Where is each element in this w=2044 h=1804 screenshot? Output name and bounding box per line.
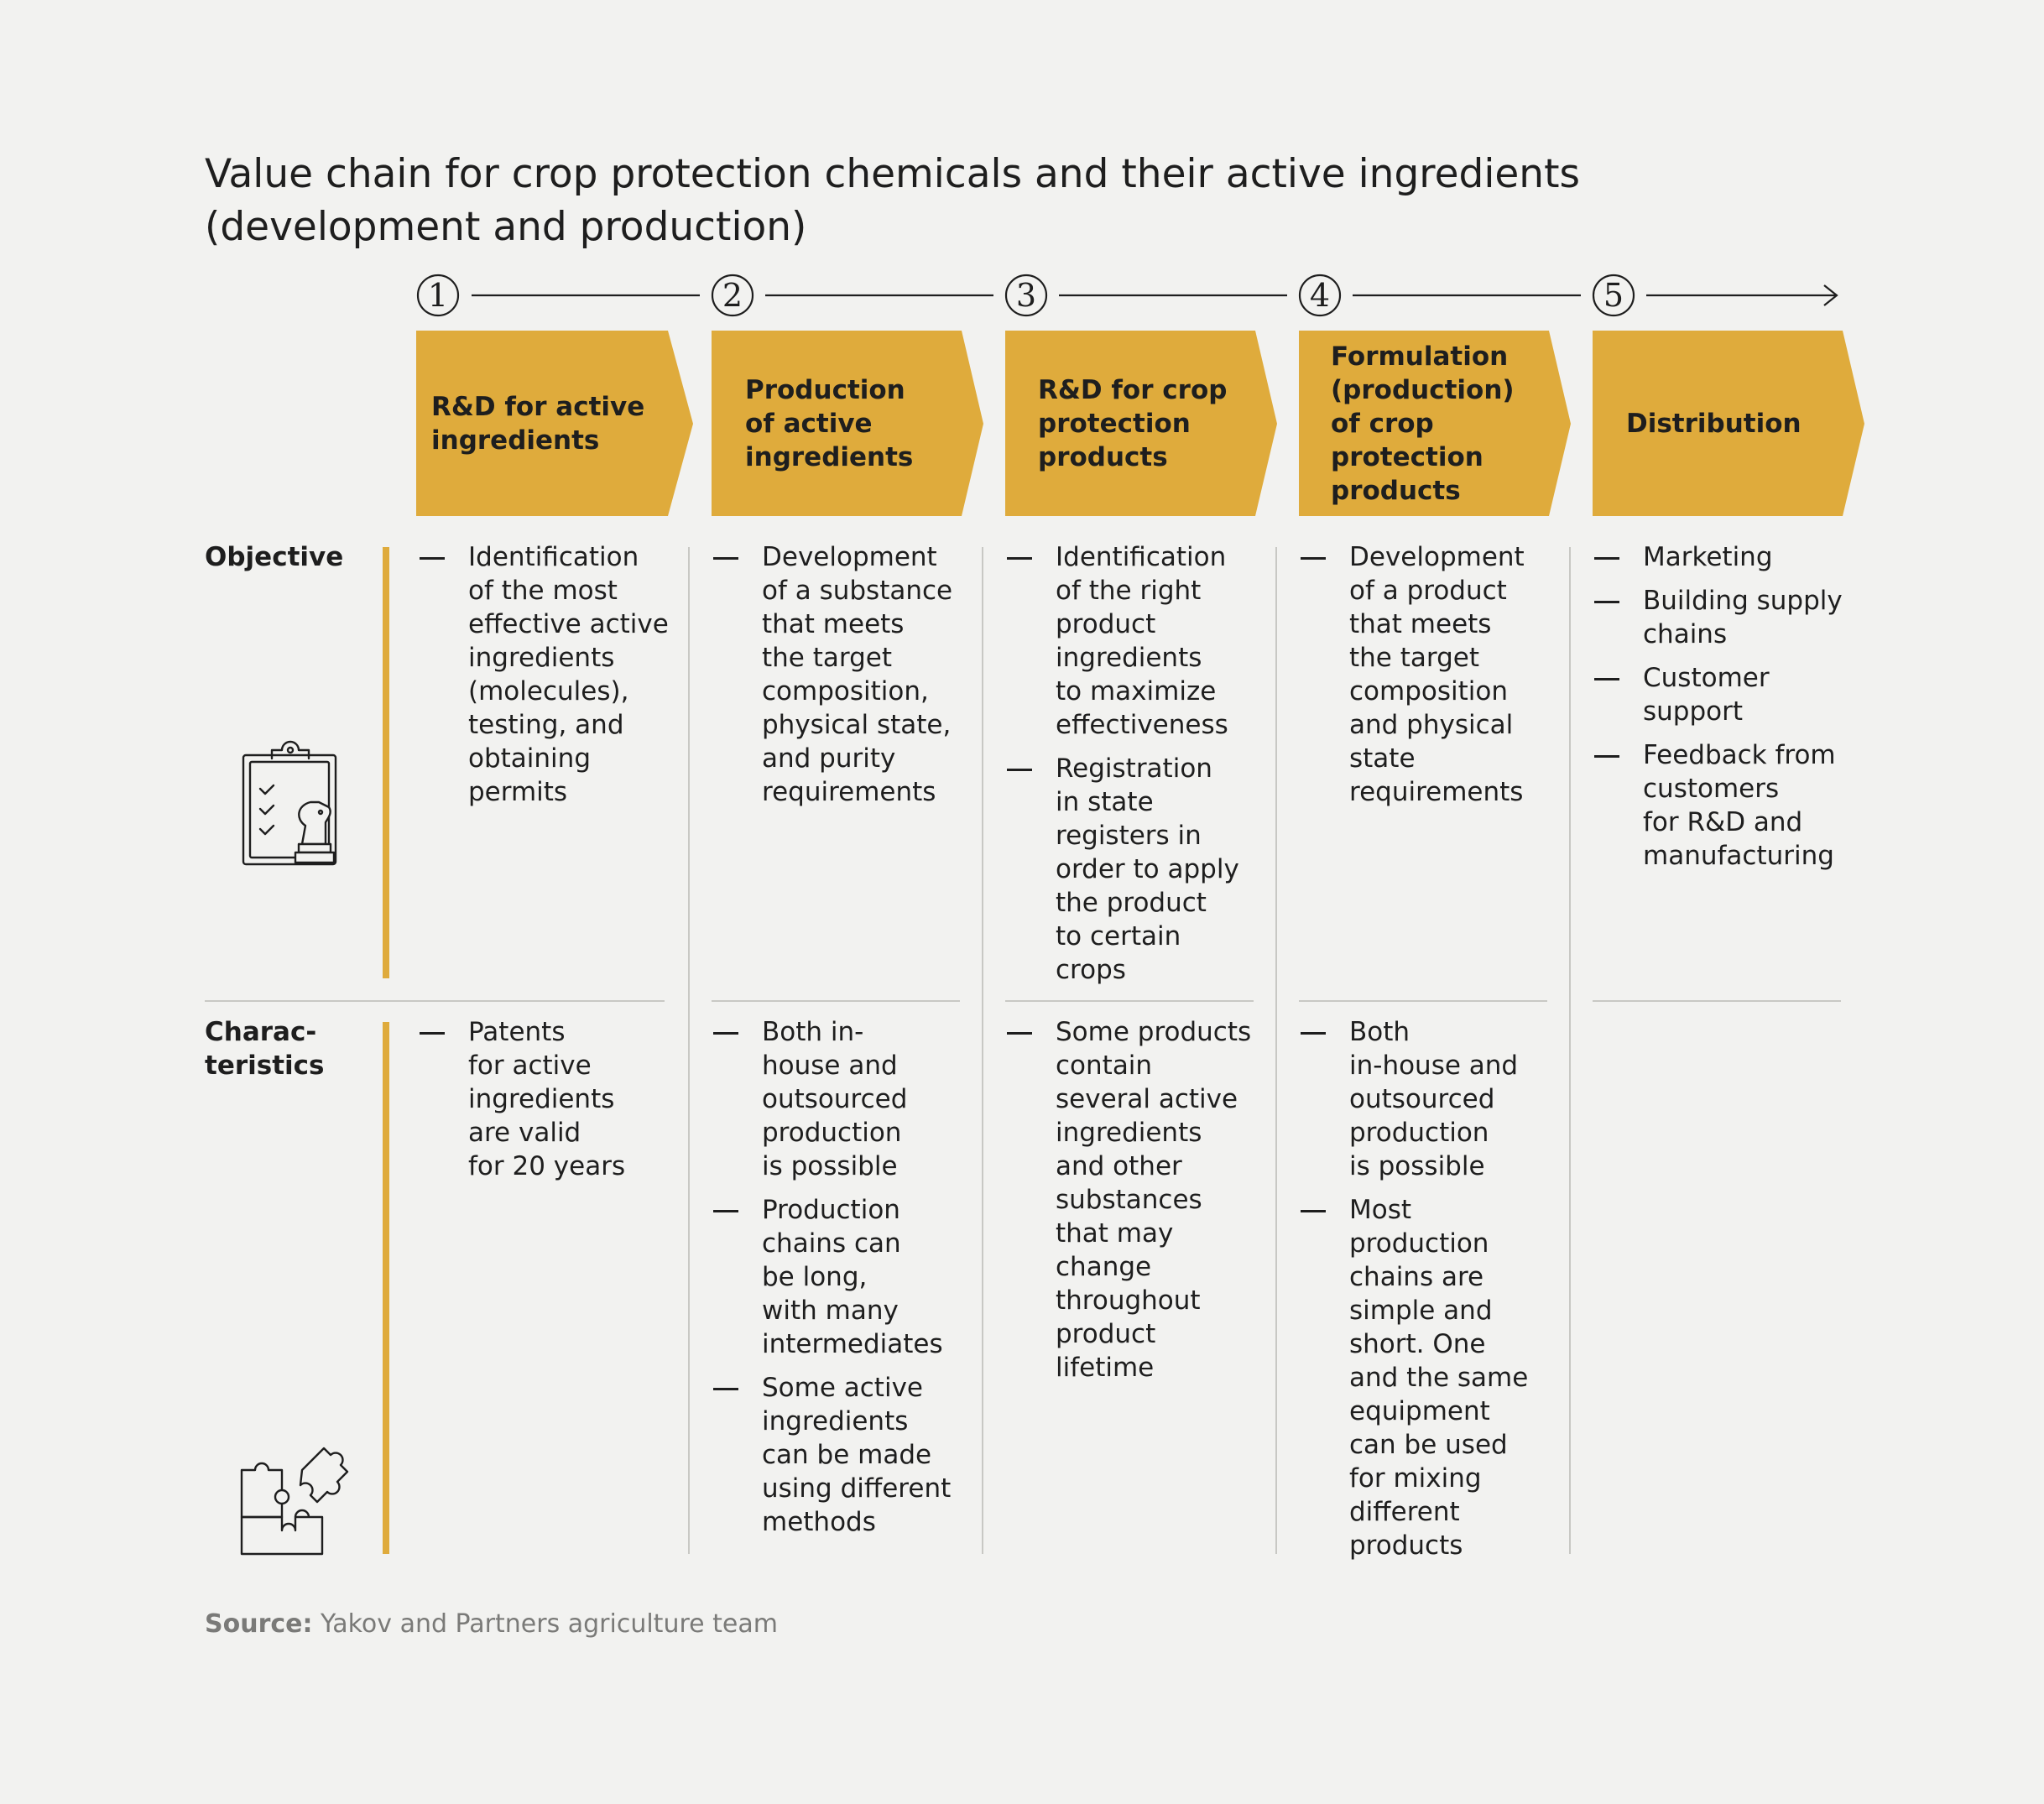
title-line-1: Value chain for crop protection chemicals and their active ingredients bbox=[205, 151, 1581, 197]
objective-row-label: Objective bbox=[205, 542, 344, 572]
step-3-label: R&D for crop protection products bbox=[1038, 374, 1228, 472]
objective-item: Feedback from customers for R&D and manufacturing bbox=[1594, 738, 1846, 873]
objective-item: Identification of the most effective active ingredients (molecules), testing, and obtaining permits bbox=[420, 540, 680, 809]
source-text: Yakov and Partners agriculture team bbox=[321, 1609, 778, 1639]
row-divider-col4 bbox=[1299, 1000, 1547, 1002]
step-4-label: Formulation (production) of crop protection products bbox=[1331, 341, 1515, 506]
step-4-number: 4 bbox=[1309, 277, 1331, 314]
objective-item: Building supply chains bbox=[1594, 584, 1846, 651]
objective-item: Registration in state registers in order to apply the product to certain crops bbox=[1007, 752, 1267, 987]
characteristic-item: Most production chains are simple and short. One and the same equipment can be used for mixing different products bbox=[1301, 1193, 1561, 1562]
step-1-number: 1 bbox=[427, 277, 449, 314]
characteristics-list-step-4 bbox=[1301, 1015, 1561, 1572]
characteristic-item: Patents for active ingredients are valid for 20 years bbox=[420, 1015, 680, 1183]
characteristic-item: Some active ingredients can be made using different methods bbox=[713, 1371, 973, 1539]
objective-list-step-2 bbox=[713, 540, 973, 819]
characteristic-item: Both in- house and outsourced production is possible bbox=[713, 1015, 973, 1183]
objective-item: Customer support bbox=[1594, 661, 1846, 728]
objective-list-step-4 bbox=[1301, 540, 1561, 819]
step-3-number: 3 bbox=[1015, 277, 1037, 314]
column-divider-2 bbox=[982, 547, 983, 1554]
row-divider-col2 bbox=[712, 1000, 960, 1002]
characteristics-row-label: Charac- teristics bbox=[205, 1017, 325, 1081]
characteristics-list-step-1 bbox=[420, 1015, 680, 1193]
objective-accent-bar bbox=[383, 547, 389, 978]
step-1-label: R&D for active ingredients bbox=[431, 391, 645, 456]
characteristic-item: Production chains can be long, with many intermediates bbox=[713, 1193, 973, 1361]
objective-list-step-3 bbox=[1007, 540, 1267, 997]
title-line-2: (development and production) bbox=[205, 204, 807, 250]
clipboard-chess-icon bbox=[238, 738, 357, 873]
row-divider-col1 bbox=[205, 1000, 665, 1002]
characteristics-list-step-2 bbox=[713, 1015, 973, 1549]
row-divider-col5 bbox=[1593, 1000, 1841, 1002]
characteristic-item: Some products contain several active ingredients and other substances that may change throughout product lifetime bbox=[1007, 1015, 1267, 1384]
row-divider-col3 bbox=[1005, 1000, 1254, 1002]
objective-item: Identification of the right product ingredients to maximize effectiveness bbox=[1007, 540, 1267, 742]
characteristic-item: Both in-house and outsourced production is possible bbox=[1301, 1015, 1561, 1183]
source-label: Source: bbox=[205, 1609, 313, 1639]
objective-item: Marketing bbox=[1594, 540, 1846, 574]
characteristics-list-step-3 bbox=[1007, 1015, 1267, 1395]
step-2-label: Production of active ingredients bbox=[745, 374, 914, 472]
objective-list-step-5 bbox=[1594, 540, 1846, 883]
step-5-number: 5 bbox=[1603, 277, 1624, 314]
source-note bbox=[205, 1609, 778, 1639]
objective-item: Development of a product that meets the target composition and physical state requirements bbox=[1301, 540, 1561, 809]
step-5-label: Distribution bbox=[1626, 408, 1802, 439]
objective-list-step-1 bbox=[420, 540, 680, 819]
characteristics-accent-bar bbox=[383, 1022, 389, 1554]
column-divider-1 bbox=[688, 547, 690, 1554]
step-2-number: 2 bbox=[722, 277, 743, 314]
column-divider-3 bbox=[1275, 547, 1277, 1554]
column-divider-4 bbox=[1569, 547, 1571, 1554]
objective-item: Development of a substance that meets the target composition, physical state, and purity requirements bbox=[713, 540, 973, 809]
puzzle-icon bbox=[237, 1436, 359, 1557]
